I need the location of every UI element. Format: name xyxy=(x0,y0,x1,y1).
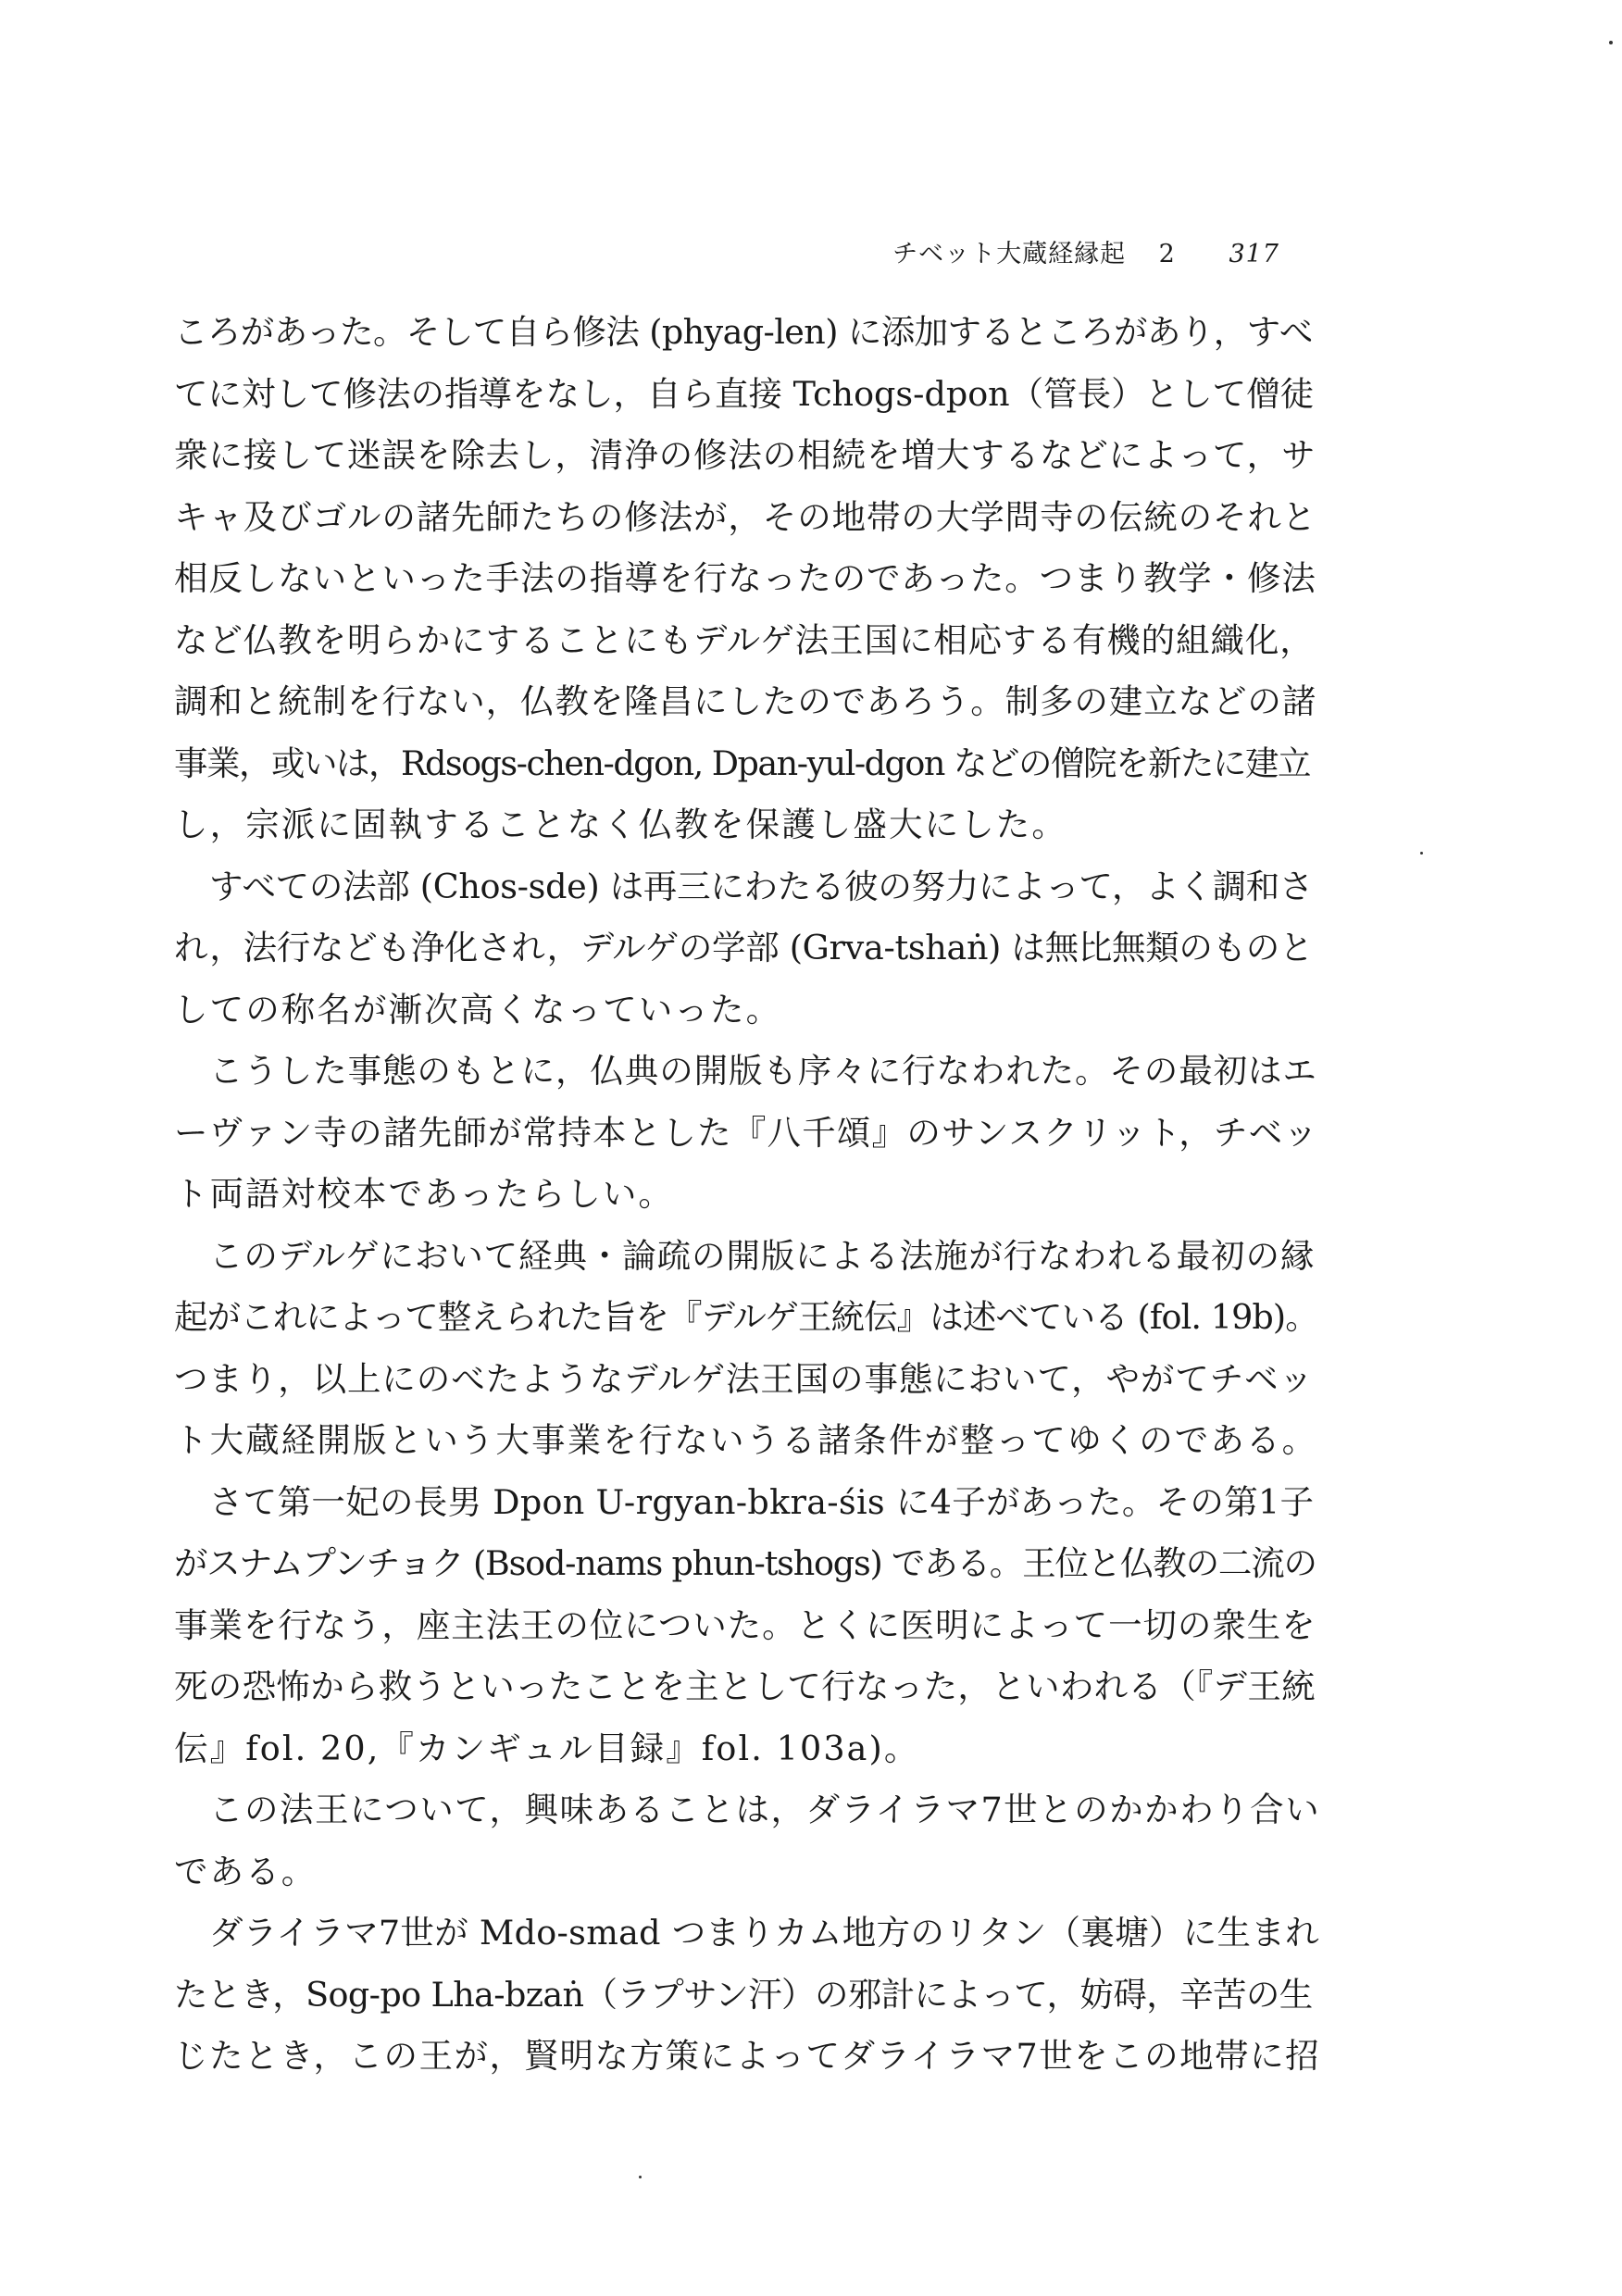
text-line: たとき，Sog-po Lha-bzaṅ（ラプサン汗）の邪計によって，妨碍，辛苦の生 xyxy=(174,1974,1313,2015)
text-line: し，宗派に固執することなく仏教を保護し盛大にした。 xyxy=(174,805,1067,844)
text-line: 起がこれによって整えられた旨を『デルゲ王統伝』は述べている (fol. 19b)。 xyxy=(174,1297,1318,1337)
text-line: キャ及びゴルの諸先師たちの修法が，その地帯の大学問寺の伝統のそれと xyxy=(174,496,1317,537)
text-line: しての称名が漸次高くなっていった。 xyxy=(174,989,782,1029)
text-line: 伝』fol. 20,『カンギュル目録』fol. 103a)。 xyxy=(174,1728,920,1768)
text-line: じたとき，この王が，賢明な方策によってダライラマ7世をこの地帯に招 xyxy=(174,2036,1321,2076)
text-line: 調和と統制を行ない，仏教を隆昌にしたのであろう。制多の建立などの諸 xyxy=(174,681,1317,721)
text-line: 相反しないといった手法の指導を行なったのであった。つまり教学・修法 xyxy=(174,558,1316,598)
text-line: このデルゲにおいて経典・論疏の開版による法施が行なわれる最初の縁 xyxy=(209,1235,1316,1276)
header-volume: 2 xyxy=(1158,240,1176,268)
text-line: 事業，或いは，Rdsogs-chen-dgon, Dpan-yul-dgon などの僧院を新たに建立 xyxy=(174,742,1310,783)
scan-speck xyxy=(1420,852,1423,855)
text-line: ダライラマ7世が Mdo-smad つまりカム地方のリタン（裏塘）に生まれ xyxy=(209,1913,1319,1953)
text-line: こうした事態のもとに，仏典の開版も序々に行なわれた。その最初はエ xyxy=(209,1051,1317,1091)
text-line: 衆に接して迷誤を除去し，清浄の修法の相続を増大するなどによって，サ xyxy=(174,435,1316,475)
text-line: さて第一妃の長男 Dpon U-rgyan-bkra-śis に4子があった。その第1子 xyxy=(209,1481,1315,1522)
text-line: つまり，以上にのべたようなデルゲ法王国の事態において，やがてチベッ xyxy=(174,1358,1314,1399)
text-line: てに対して修法の指導をなし，自ら直接 Tchogs-dpon（管長）として僧徒 xyxy=(174,373,1315,414)
page-number: 317 xyxy=(1229,240,1279,268)
text-line: ーヴァン寺の諸先師が常持本とした『八千頌』のサンスクリット，チベッ xyxy=(174,1112,1319,1153)
scan-speck xyxy=(1609,41,1613,44)
text-line: ト両語対校本であったらしい。 xyxy=(174,1174,675,1214)
text-line: 死の恐怖から救うといったことを主として行なった，といわれる（『デ王統 xyxy=(174,1666,1316,1706)
text-line: 事業を行なう，座主法王の位についた。とくに医明によって一切の衆生を xyxy=(174,1604,1316,1645)
text-line: である。 xyxy=(174,1851,318,1891)
text-line: ころがあった。そして自ら修法 (phyag-len) に添加するところがあり，すべ xyxy=(174,312,1313,352)
text-line: ト大蔵経開版という大事業を行ないうる諸条件が整ってゆくのである。 xyxy=(174,1420,1318,1460)
scan-speck xyxy=(639,2176,642,2178)
text-line: がスナムプンチョク (Bsod-nams phun-tshogs) である。王位と仏教の二流の xyxy=(174,1543,1316,1583)
body-text xyxy=(174,302,1322,2088)
text-line: など仏教を明らかにすることにもデルゲ法王国に相応する有機的組織化， xyxy=(174,619,1315,660)
text-line: すべての法部 (Chos-sde) は再三にわたる彼の努力によって，よく調和さ xyxy=(209,866,1314,906)
header-title: チベット大蔵経縁起 xyxy=(892,240,1127,268)
text-line: この法王について，興味あることは，ダライラマ7世とのかかわり合い xyxy=(209,1790,1321,1829)
running-header xyxy=(892,233,1279,269)
text-line: れ，法行なども浄化され，デルゲの学部 (Grva-tshaṅ) は無比無類のものと xyxy=(174,928,1314,967)
